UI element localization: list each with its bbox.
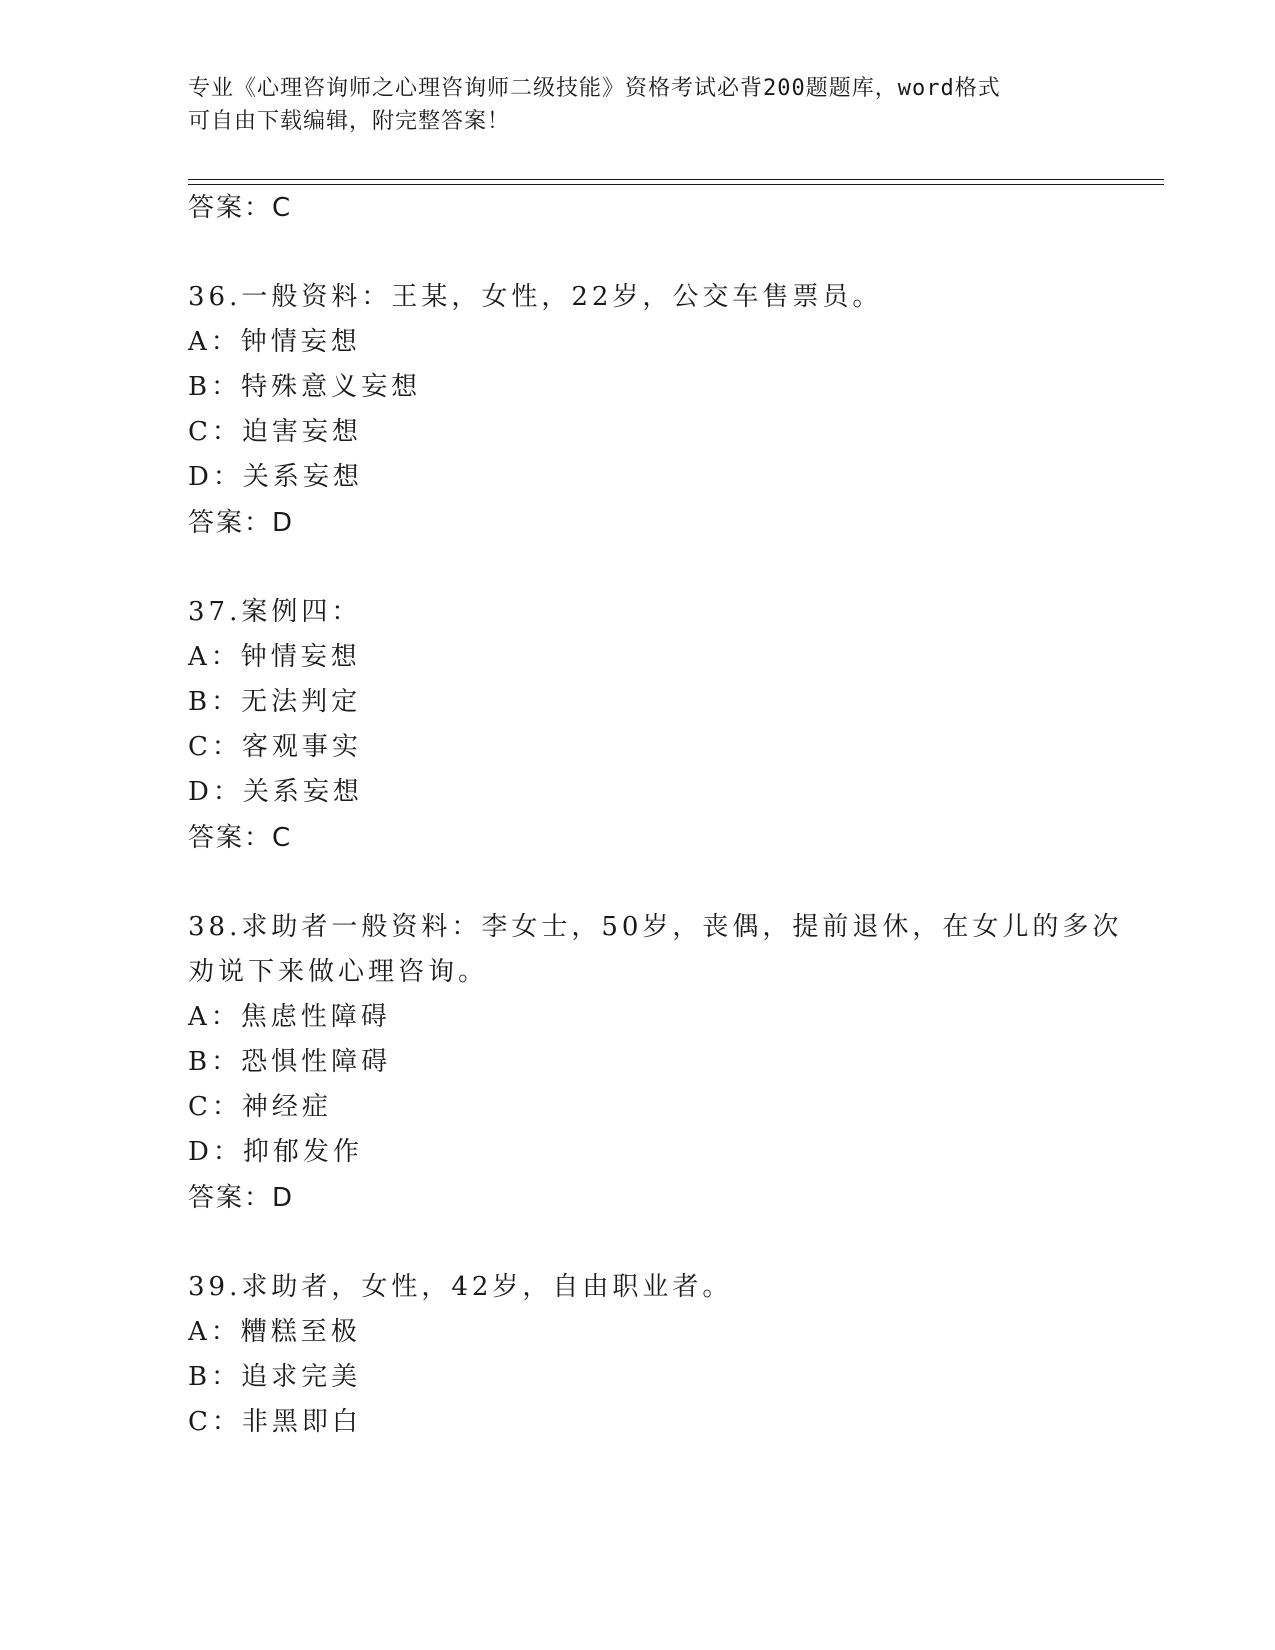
question-36-option-b: B：特殊意义妄想	[188, 372, 422, 402]
question-39-option-b: B：追求完美	[188, 1362, 362, 1392]
question-38-option-c: C：神经症	[188, 1092, 332, 1122]
question-36-option-d: D：关系妄想	[188, 462, 363, 492]
question-36-answer: 答案：D	[188, 508, 295, 538]
question-37-option-d: D：关系妄想	[188, 777, 363, 807]
question-39-stem: 39.求助者，女性，42岁，自由职业者。	[188, 1272, 733, 1302]
header-divider-bottom	[188, 184, 1164, 185]
question-37-stem: 37.案例四：	[188, 597, 362, 627]
header-divider-top	[188, 179, 1164, 180]
question-38-answer: 答案：D	[188, 1183, 295, 1213]
header-line-1: 专业《心理咨询师之心理咨询师二级技能》资格考试必背200题题库，word格式	[188, 76, 1001, 101]
question-38-stem-line-2: 劝说下来做心理咨询。	[188, 957, 489, 987]
question-38-stem-line-1: 38.求助者一般资料：李女士，50岁，丧偶，提前退休，在女儿的多次	[188, 912, 1123, 942]
question-37-option-c: C：客观事实	[188, 732, 362, 762]
question-36-stem: 36.一般资料：王某，女性，22岁，公交车售票员。	[188, 282, 883, 312]
question-38-option-b: B：恐惧性障碍	[188, 1047, 392, 1077]
question-36-option-a: A：钟情妄想	[188, 327, 361, 357]
question-38-option-a: A：焦虑性障碍	[188, 1002, 391, 1032]
question-39-option-a: A：糟糕至极	[188, 1317, 361, 1347]
question-37-answer: 答案：C	[188, 823, 293, 853]
question-37-option-a: A：钟情妄想	[188, 642, 361, 672]
question-38-option-d: D：抑郁发作	[188, 1137, 363, 1167]
document-header	[188, 72, 1088, 138]
question-39-option-c: C：非黑即白	[188, 1407, 362, 1437]
header-line-2: 可自由下载编辑，附完整答案！	[188, 109, 511, 134]
answer-35: 答案：C	[188, 193, 293, 223]
question-37-option-b: B：无法判定	[188, 687, 362, 717]
question-36-option-c: C：迫害妄想	[188, 417, 362, 447]
